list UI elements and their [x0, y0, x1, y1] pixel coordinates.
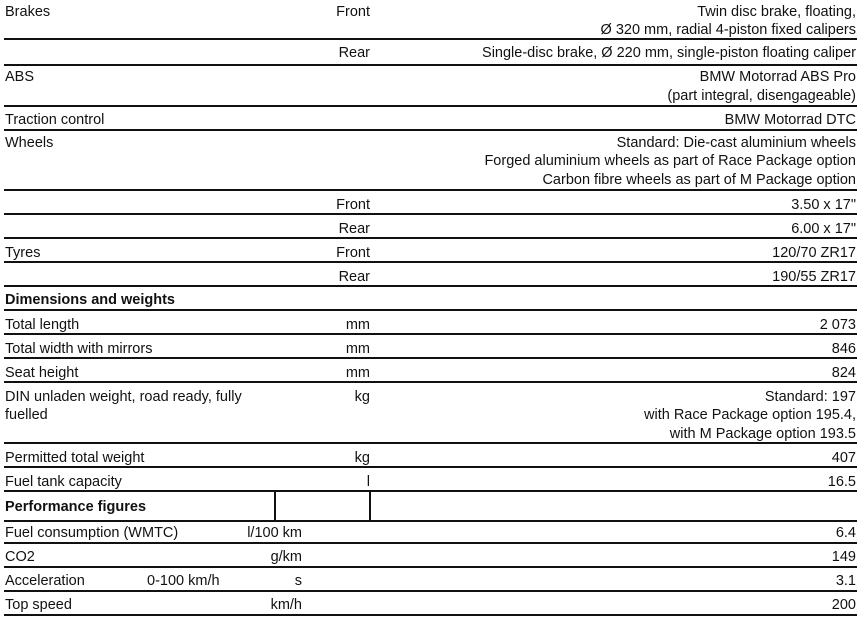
table-row-brakes-rear [4, 40, 857, 66]
row-position: Front [336, 245, 370, 261]
row-unit: l [366, 474, 370, 490]
table-row-seat-height [4, 359, 857, 383]
section-title: Dimensions and weights [5, 292, 175, 308]
row-label: Fuel tank capacity [5, 474, 122, 490]
table-row-co2 [4, 544, 857, 568]
row-value: Carbon fibre wheels as part of M Package option [542, 172, 856, 188]
row-value: 16.5 [827, 474, 856, 490]
row-value: Forged aluminium wheels as part of Race Package option [484, 153, 856, 169]
row-value: 3.50 x 17" [791, 197, 856, 213]
row-value: with Race Package option 195.4, [644, 407, 856, 423]
row-unit: s [294, 573, 302, 589]
row-value: Twin disc brake, floating, [697, 4, 856, 20]
row-unit: km/h [270, 597, 302, 613]
row-value: 824 [831, 365, 856, 381]
row-value: Single-disc brake, Ø 220 mm, single-piston floating caliper [482, 45, 856, 61]
row-position: Rear [338, 221, 370, 237]
row-position: Rear [338, 269, 370, 285]
row-value: 190/55 ZR17 [772, 269, 856, 285]
row-value: 120/70 ZR17 [772, 245, 856, 261]
row-label: Brakes [5, 4, 51, 20]
row-label: Fuel consumption (WMTC) [5, 525, 179, 541]
row-value: (part integral, disengageable) [667, 88, 856, 104]
row-label: Permitted total weight [5, 450, 145, 466]
section-heading-dimensions [4, 287, 857, 311]
section-title: Performance figures [5, 499, 147, 515]
row-position: Front [336, 197, 370, 213]
row-condition: 0-100 km/h [147, 573, 220, 589]
table-row-top-speed [4, 592, 857, 616]
row-value: 200 [831, 597, 856, 613]
row-position: Front [336, 4, 370, 20]
table-row-fuel-tank [4, 468, 857, 490]
table-row-tyres-front [4, 239, 857, 263]
row-unit: g/km [270, 549, 302, 565]
row-unit: mm [345, 317, 370, 333]
row-label: Seat height [5, 365, 79, 381]
row-label: Total length [5, 317, 80, 333]
table-row-din-unladen-weight [4, 383, 857, 444]
row-unit: kg [354, 389, 370, 405]
row-value: 846 [831, 341, 856, 357]
column-divider [274, 490, 276, 520]
row-label: ABS [5, 69, 35, 85]
table-row-wheels-front [4, 191, 857, 215]
row-unit: l/100 km [247, 525, 302, 541]
table-row-abs [4, 66, 857, 107]
row-unit: mm [345, 341, 370, 357]
row-value: 407 [831, 450, 856, 466]
row-label: Tyres [5, 245, 41, 261]
table-row-traction-control [4, 107, 857, 131]
row-label: fuelled [5, 407, 48, 423]
row-value: Standard: Die-cast aluminium wheels [616, 135, 856, 151]
row-value: 6.00 x 17" [791, 221, 856, 237]
row-label: CO2 [5, 549, 35, 565]
row-value: 2 073 [819, 317, 856, 333]
row-value: 6.4 [835, 525, 856, 541]
table-row-wheels [4, 131, 857, 191]
row-label: Traction control [5, 112, 105, 128]
section-heading-performance [4, 490, 857, 522]
table-row-fuel-consumption [4, 520, 857, 544]
row-label: Wheels [5, 135, 54, 151]
row-value: BMW Motorrad ABS Pro [699, 69, 856, 85]
row-label: DIN unladen weight, road ready, fully [5, 389, 242, 405]
table-row-brakes-front [4, 0, 857, 40]
row-value: 149 [831, 549, 856, 565]
row-position: Rear [338, 45, 370, 61]
row-value: Standard: 197 [764, 389, 856, 405]
row-value: with M Package option 193.5 [669, 426, 856, 442]
table-row-wheels-rear [4, 215, 857, 239]
row-label: Acceleration [5, 573, 85, 589]
table-row-acceleration [4, 568, 857, 592]
row-value: 3.1 [835, 573, 856, 589]
row-label: Top speed [5, 597, 72, 613]
table-row-permitted-weight [4, 444, 857, 468]
table-row-total-length [4, 311, 857, 335]
row-unit: kg [354, 450, 370, 466]
table-row-tyres-rear [4, 263, 857, 287]
row-value: Ø 320 mm, radial 4-piston fixed calipers [600, 22, 856, 38]
row-label: Total width with mirrors [5, 341, 153, 357]
table-row-total-width [4, 335, 857, 359]
column-divider [369, 490, 371, 520]
row-value: BMW Motorrad DTC [724, 112, 856, 128]
row-unit: mm [345, 365, 370, 381]
